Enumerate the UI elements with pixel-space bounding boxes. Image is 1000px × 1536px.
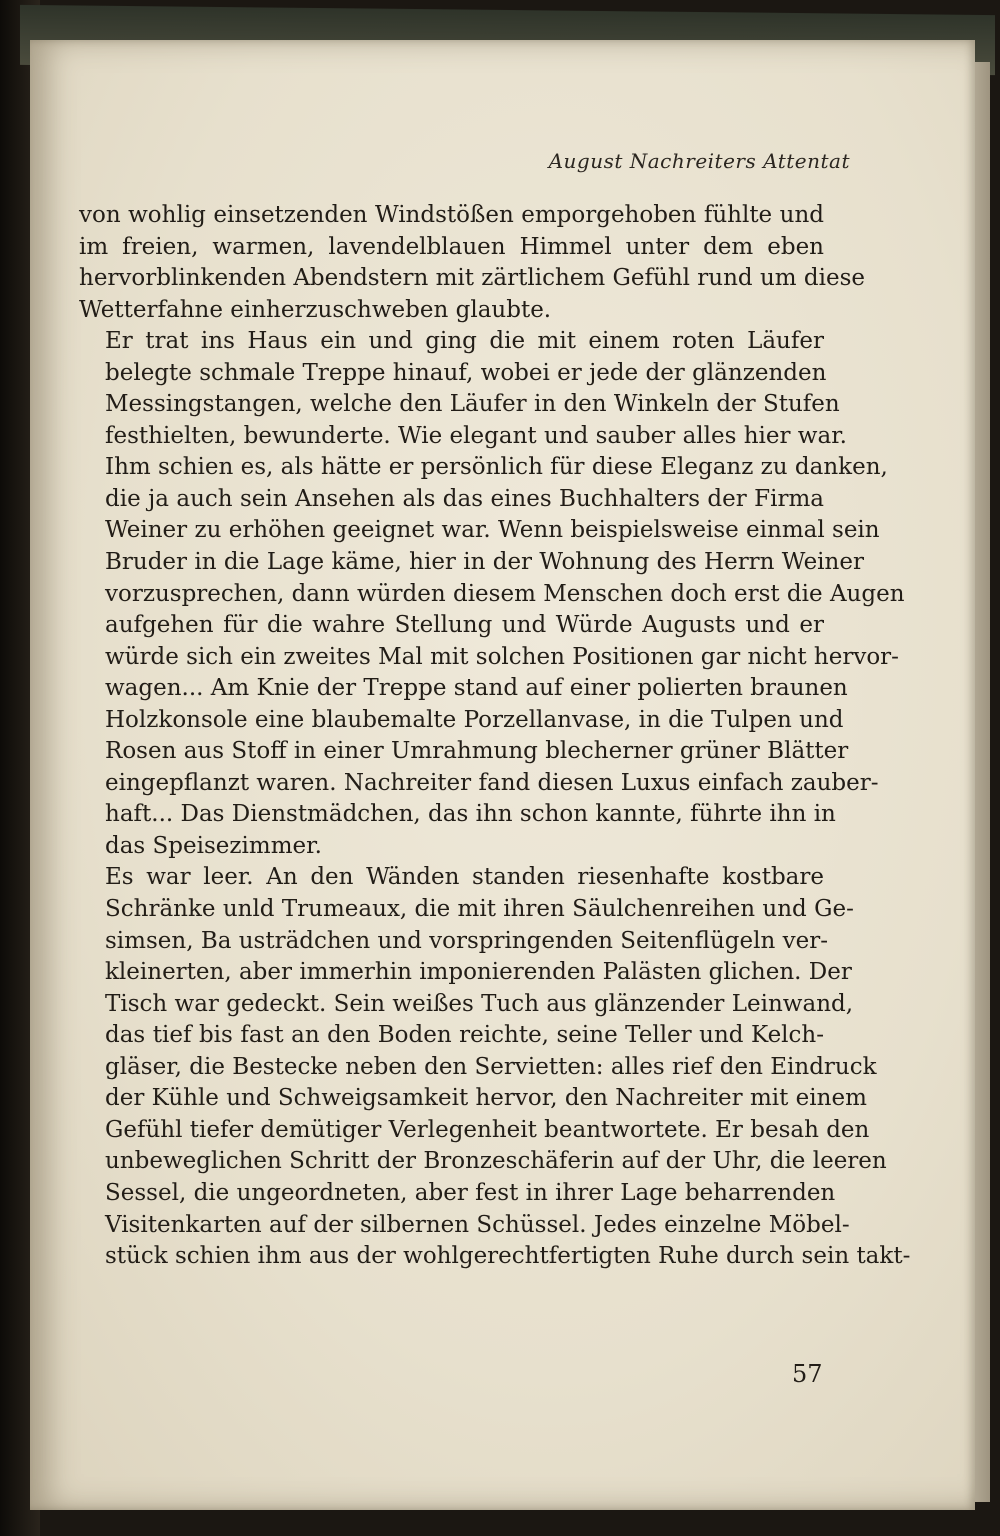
paragraph bbox=[79, 200, 865, 326]
text-line: hervorblinkenden Abendstern mit zärtlichem Gefühl rund um diese bbox=[79, 265, 865, 292]
text-line: Messingstangen, welche den Läufer in den Winkeln der Stufen bbox=[105, 391, 840, 418]
text-line: Weiner zu erhöhen geeignet war. Wenn beispielsweise einmal sein bbox=[105, 517, 880, 544]
text-line: kleinerten, aber immerhin imponierenden Palästen glichen. Der bbox=[105, 959, 852, 986]
text-line: Er trat ins Haus ein und ging die mit einem roten Läufer bbox=[105, 328, 824, 355]
text-line: Schränke unld Trumeaux, die mit ihren Säulchenreihen und Ge- bbox=[105, 896, 854, 923]
text-line: die ja auch sein Ansehen als das eines Buchhalters der Firma bbox=[105, 485, 824, 512]
text-line: vorzusprechen, dann würden diesem Menschen doch erst die Augen bbox=[105, 580, 905, 607]
text-line: der Kühle und Schweigsamkeit hervor, den Nachreiter mit einem bbox=[105, 1085, 867, 1112]
text-line: stück schien ihm aus der wohlgerechtfertigten Ruhe durch sein takt- bbox=[105, 1243, 911, 1270]
text-line: simsen, Ba usträdchen und vorspringenden Seitenflügeln ver- bbox=[105, 927, 828, 954]
text-line: Visitenkarten auf der silbernen Schüssel. Jedes einzelne Möbel- bbox=[105, 1211, 850, 1238]
text-line: Rosen aus Stoff in einer Umrahmung blecherner grüner Blätter bbox=[105, 738, 849, 765]
text-line: Holzkonsole eine blaubemalte Porzellanvase, in die Tulpen und bbox=[105, 706, 844, 733]
text-line: Ihm schien es, als hätte er persönlich für diese Eleganz zu danken, bbox=[105, 454, 888, 481]
text-line: Gefühl tiefer demütiger Verlegenheit beantwortete. Er besah den bbox=[105, 1116, 870, 1143]
text-line: das Speisezimmer. bbox=[105, 832, 322, 859]
text-line: unbeweglichen Schritt der Bronzeschäferin auf der Uhr, die leeren bbox=[105, 1148, 887, 1175]
text-line: aufgehen für die wahre Stellung und Würde Augusts und er bbox=[105, 612, 824, 639]
body-text bbox=[79, 200, 911, 1273]
text-line: das tief bis fast an den Boden reichte, seine Teller und Kelch- bbox=[105, 1022, 824, 1049]
text-line: im freien, warmen, lavendelblauen Himmel unter dem eben bbox=[79, 233, 824, 260]
text-line: Wetterfahne einherzuschweben glaubte. bbox=[79, 296, 552, 323]
text-line: Tisch war gedeckt. Sein weißes Tuch aus glänzender Leinwand, bbox=[105, 990, 854, 1017]
text-line: wagen... Am Knie der Treppe stand auf einer polierten braunen bbox=[105, 675, 848, 702]
text-line: würde sich ein zweites Mal mit solchen Positionen gar nicht hervor- bbox=[105, 643, 899, 670]
paragraph bbox=[79, 326, 905, 862]
text-line: Sessel, die ungeordneten, aber fest in ihrer Lage beharrenden bbox=[105, 1179, 836, 1206]
text-line: haft... Das Dienstmädchen, das ihn schon kannte, führte ihn in bbox=[105, 801, 836, 828]
running-head: August Nachreiters Attentat bbox=[548, 149, 850, 173]
text-line: festhielten, bewunderte. Wie elegant und sauber alles hier war. bbox=[105, 422, 847, 449]
text-line: belegte schmale Treppe hinauf, wobei er jede der glänzenden bbox=[105, 359, 827, 386]
text-line: Es war leer. An den Wänden standen riesenhafte kostbare bbox=[105, 864, 824, 891]
text-line: von wohlig einsetzenden Windstößen emporgehoben fühlte und bbox=[79, 202, 824, 228]
text-line: Bruder in die Lage käme, hier in der Wohnung des Herrn Weiner bbox=[105, 549, 864, 576]
paragraph bbox=[79, 862, 911, 1272]
text-line: eingepflanzt waren. Nachreiter fand diesen Luxus einfach zauber- bbox=[105, 769, 879, 796]
page-number: 57 bbox=[792, 1360, 823, 1388]
text-line: gläser, die Bestecke neben den Servietten: alles rief den Eindruck bbox=[105, 1053, 877, 1080]
